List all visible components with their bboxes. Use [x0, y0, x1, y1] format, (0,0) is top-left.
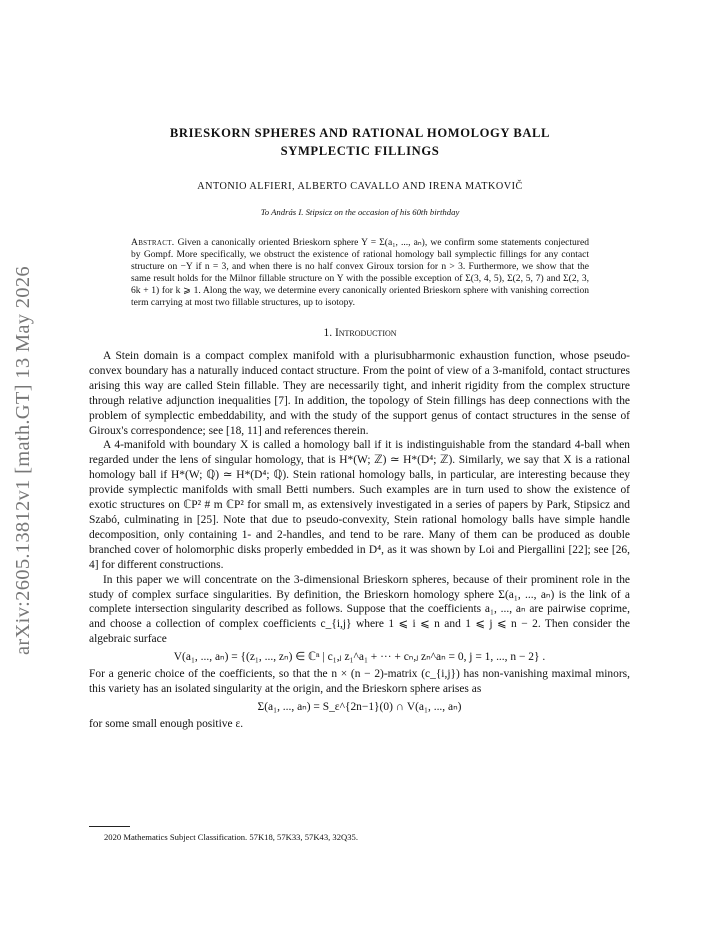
- section-heading: [90, 327, 630, 339]
- authors: ANTONIO ALFIERI, ALBERTO CAVALLO AND IRENA MATKOVIČ: [197, 181, 523, 192]
- section-number: 1.: [323, 327, 333, 339]
- paragraph-brieskorn-spheres: In this paper we will concentrate on the 3-dimensional Brieskorn spheres, because of their prominent role in the study of complex surface singularities. By definition, the Brieskorn homology sphere Σ(a₁, ..., aₙ) is the link of a complete intersection singularity described as follows. Suppose that the coefficients a₁, ..., aₙ are pairwise coprime, and choose a collection of complex coefficients c_{i,j} where 1 ⩽ i ⩽ n and 1 ⩽ j ⩽ n − 2. Then consider the algebraic surface: [89, 573, 630, 646]
- footnote-rule: [89, 826, 130, 827]
- arxiv-identifier: arXiv:2605.13812v1 [math.GT] 13 May 2026: [12, 266, 34, 655]
- abstract-label: Abstract.: [131, 237, 175, 248]
- abstract-text: Given a canonically oriented Brieskorn sphere Y = Σ(a₁, ..., aₙ), we confirm some statements conjectured by Gompf. More specifically, we obstruct the existence of rational homology ball symplectic fillings for any contact structure on −Y if n = 3, and when there is no half convex Giroux torsion for n > 3. Furthermore, we show that the same result holds for the Milnor fillable structure on Y with the possible exception of Σ(3, 4, 5), Σ(2, 5, 7) and Σ(2, 3, 6k + 1) for k ⩾ 1. Along the way, we determine every canonically oriented Brieskorn sphere with vanishing correction term carrying at most two fillable structures, up to isotopy.: [131, 237, 589, 309]
- paragraph-homology-ball: A 4-manifold with boundary X is called a homology ball if it is indistinguishable from the standard 4-ball when regarded under the lens of singular homology, that is H*(W; ℤ) ≃ H*(D⁴; ℤ). Similarly, we say that X is a rational homology ball if H*(W; ℚ) ≃ H*(D⁴; ℚ). Stein rational homology balls, in particular, are interesting because they provide symplectic manifolds with small Betti numbers. Such examples are in turn used to show the existence of exotic structures on ℂP² # m ℂP² for small m, as extensively investigated in a series of papers by Park, Stipsicz and Szabó, culminating in [25]. Note that due to pseudo-convexity, Stein rational homology balls have simple handle decomposition, only containing 1- and 2-handles, and tend to be rare. Many of them can be produced as double branched cover of holomorphic disks properly embedded in D⁴, as it was shown by Loi and Piergallini [22]; see [26, 4] for different constructions.: [89, 439, 630, 571]
- paper-title: [90, 124, 630, 160]
- paragraph-stein-domain: A Stein domain is a compact complex manifold with a plurisubharmonic exhaustion function, whose pseudo-convex boundary has a naturally induced contact structure. From the point of view of a 3-manifold, contact structures arising this way are called Stein fillable. They are necessarily tight, and inherit rigidity from the complex structure through relative adjunction inequalities [7]. In addition, the topology of Stein fillings has deep connections with the problem of symplectic embeddability, and with the study of the support genus of contact structures in the sense of Giroux's correspondence; see [18, 11] and references therein.: [89, 350, 630, 437]
- equation-brieskorn-sphere: Σ(a₁, ..., aₙ) = S_ε^{2n−1}(0) ∩ V(a₁, ..., aₙ): [257, 700, 462, 713]
- equation-algebraic-surface: V(a₁, ..., aₙ) = {(z₁, ..., zₙ) ∈ ℂⁿ | c₁,ⱼ z₁^a₁ + ··· + cₙ,ⱼ zₙ^aₙ = 0, j = 1, ..., n − 2} .: [173, 651, 546, 664]
- title-line-2: SYMPLECTIC FILLINGS: [280, 144, 440, 158]
- abstract: [131, 237, 589, 309]
- body-text: [89, 349, 630, 732]
- section-title: Introduction: [334, 327, 397, 339]
- paragraph-small-epsilon: for some small enough positive ε.: [89, 717, 244, 730]
- paragraph-generic-choice: For a generic choice of the coefficients, so that the n × (n − 2)-matrix (c_{i,j}) has non-vanishing maximal minors, this variety has an isolated singularity at the origin, and the Brieskorn sphere arises as: [89, 668, 630, 695]
- title-line-1: BRIESKORN SPHERES AND RATIONAL HOMOLOGY BALL: [169, 126, 551, 140]
- dedication: To András I. Stipsicz on the occasion of his 60th birthday: [260, 207, 460, 217]
- footnote-classification: 2020 Mathematics Subject Classification. 57K18, 57K33, 57K43, 32Q35.: [104, 832, 358, 842]
